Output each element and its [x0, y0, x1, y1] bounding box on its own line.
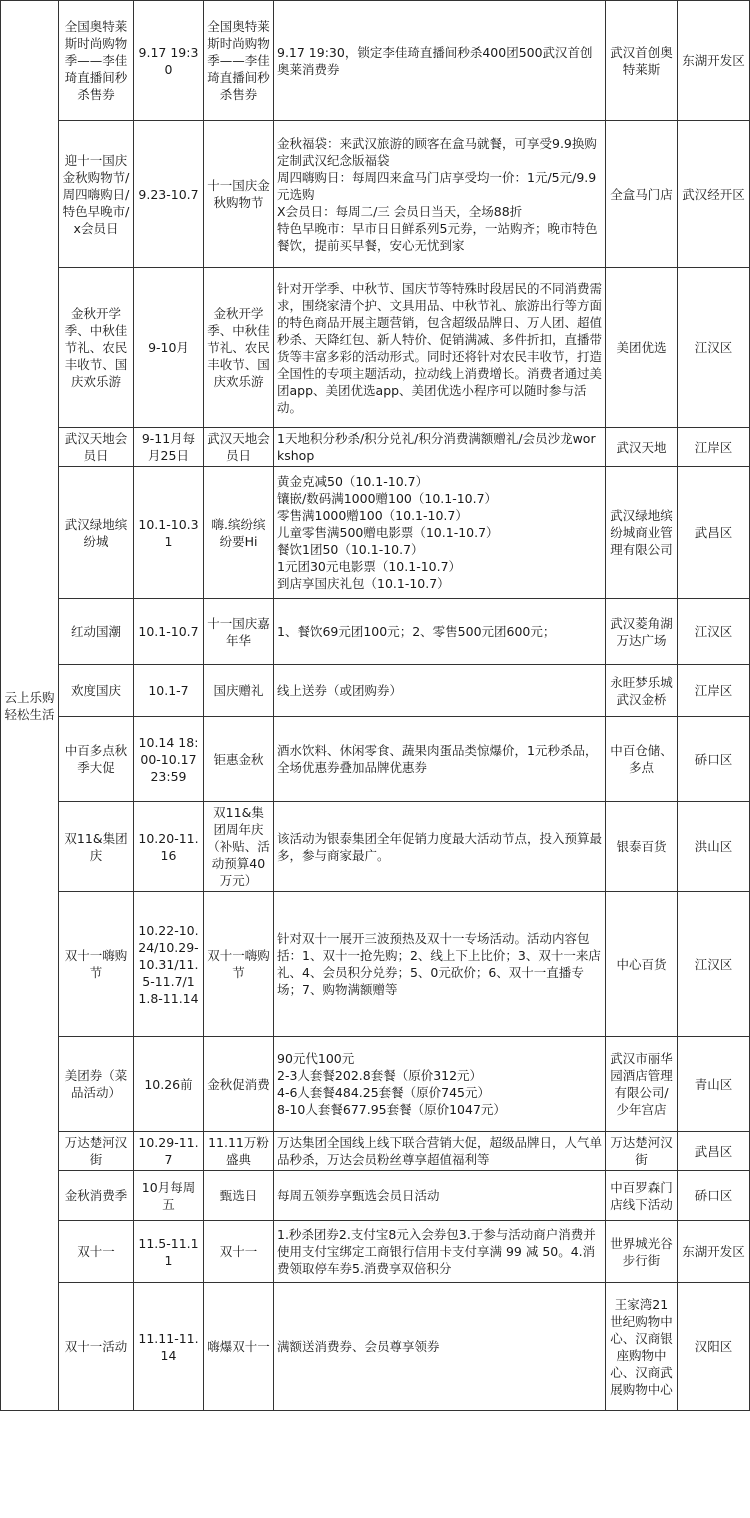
activity-time-cell: 11.11-11.14 — [134, 1283, 204, 1411]
activity-name-cell: 欢度国庆 — [59, 665, 134, 717]
activity-theme-cell: 钜惠金秋 — [204, 717, 274, 802]
organizer-cell: 全盒马门店 — [606, 121, 678, 268]
table-row — [1, 467, 750, 599]
activity-time-cell: 10.22-10.24/10.29-10.31/11.5-11.7/11.8-11.14 — [134, 892, 204, 1037]
table-row — [1, 1, 750, 121]
activity-content-cell: 酒水饮料、休闲零食、蔬果肉蛋品类惊爆价，1元秒杀品，全场优惠券叠加品牌优惠券 — [274, 717, 606, 802]
activity-theme-cell: 甄选日 — [204, 1171, 274, 1221]
activity-name-cell: 武汉天地会员日 — [59, 428, 134, 467]
activity-content-cell: 万达集团全国线上线下联合营销大促，超级品牌日，人气单品秒杀，万达会员粉丝尊享超值福利等 — [274, 1132, 606, 1171]
activity-content-cell: 9.17 19:30，锁定李佳琦直播间秒杀400团500武汉首创奥莱消费券 — [274, 1, 606, 121]
activity-name-cell: 迎十一国庆金秋购物节/周四嗨购日/特色早晚市/x会员日 — [59, 121, 134, 268]
activity-time-cell: 11.5-11.11 — [134, 1221, 204, 1283]
district-cell: 洪山区 — [678, 802, 750, 892]
activity-time-cell: 10.20-11.16 — [134, 802, 204, 892]
organizer-cell: 武汉市丽华园酒店管理有限公司/少年宫店 — [606, 1037, 678, 1132]
activity-name-cell: 双11&集团庆 — [59, 802, 134, 892]
activity-theme-cell: 金秋开学季、中秋佳节礼、农民丰收节、国庆欢乐游 — [204, 268, 274, 428]
table-row — [1, 1037, 750, 1132]
activity-theme-cell: 嗨.缤纷缤纷要Hi — [204, 467, 274, 599]
table-row — [1, 717, 750, 802]
activity-content-cell: 针对开学季、中秋节、国庆节等特殊时段居民的不同消费需求，围绕家清个护、文具用品、中秋节礼、旅游出行等方面的特色商品开展主题营销，包含超级品牌日、万人团、超值秒杀、天降红包、新人特价、促销满减、多件折扣，直播带货等丰富多彩的活动形式。同时还将针对农民丰收节，打造全国性的专项主题活动，拉动线上消费增长。消费者通过美团app、美团优选app、美团优选小程序可以随时参与活动。 — [274, 268, 606, 428]
activity-time-cell: 10.14 18:00-10.17 23:59 — [134, 717, 204, 802]
organizer-cell: 美团优选 — [606, 268, 678, 428]
activity-theme-cell: 双十一 — [204, 1221, 274, 1283]
table-row — [1, 268, 750, 428]
district-cell: 东湖开发区 — [678, 1221, 750, 1283]
activity-name-cell: 红动国潮 — [59, 599, 134, 665]
activity-name-cell: 金秋开学季、中秋佳节礼、农民丰收节、国庆欢乐游 — [59, 268, 134, 428]
table-row — [1, 665, 750, 717]
organizer-cell: 中百罗森门店线下活动 — [606, 1171, 678, 1221]
table-row — [1, 599, 750, 665]
district-cell: 江岸区 — [678, 665, 750, 717]
activity-content-cell: 满额送消费券、会员尊享领券 — [274, 1283, 606, 1411]
activity-name-cell: 双十一活动 — [59, 1283, 134, 1411]
activity-theme-cell: 11.11万粉盛典 — [204, 1132, 274, 1171]
activity-content-cell: 线上送券（或团购券） — [274, 665, 606, 717]
district-cell: 武汉经开区 — [678, 121, 750, 268]
activity-content-cell: 1、餐饮69元团100元；2、零售500元团600元； — [274, 599, 606, 665]
table-row — [1, 121, 750, 268]
activity-content-cell: 针对双十一展开三波预热及双十一专场活动。活动内容包括：1、双十一抢先购；2、线上下上比价；3、双十一来店礼、4、会员积分兑券；5、0元砍价；6、双十一直播专场；7、购物满额赠等 — [274, 892, 606, 1037]
organizer-cell: 王家湾21世纪购物中心、汉商银座购物中心、汉商武展购物中心 — [606, 1283, 678, 1411]
activity-name-cell: 全国奥特莱斯时尚购物季——李佳琦直播间秒杀售券 — [59, 1, 134, 121]
activity-theme-cell: 武汉天地会员日 — [204, 428, 274, 467]
activity-time-cell: 9.23-10.7 — [134, 121, 204, 268]
organizer-cell: 银泰百货 — [606, 802, 678, 892]
district-cell: 武昌区 — [678, 1132, 750, 1171]
activity-theme-cell: 十一国庆嘉年华 — [204, 599, 274, 665]
activity-content-cell: 该活动为银泰集团全年促销力度最大活动节点，投入预算最多，参与商家最广。 — [274, 802, 606, 892]
activity-time-cell: 10月每周五 — [134, 1171, 204, 1221]
table-row — [1, 1171, 750, 1221]
activity-time-cell: 10.1-10.7 — [134, 599, 204, 665]
activity-time-cell: 10.29-11.7 — [134, 1132, 204, 1171]
activity-theme-cell: 十一国庆金秋购物节 — [204, 121, 274, 268]
district-cell: 青山区 — [678, 1037, 750, 1132]
activity-content-cell: 每周五领券享甄选会员日活动 — [274, 1171, 606, 1221]
activity-theme-cell: 双十一嗨购节 — [204, 892, 274, 1037]
district-cell: 江岸区 — [678, 428, 750, 467]
activity-name-cell: 双十一嗨购节 — [59, 892, 134, 1037]
activity-name-cell: 金秋消费季 — [59, 1171, 134, 1221]
activity-time-cell: 9.17 19:30 — [134, 1, 204, 121]
activity-content-cell: 金秋福袋：来武汉旅游的顾客在盒马就餐，可享受9.9换购定制武汉纪念版福袋 周四嗨购日：每周四来盒马门店享受均一价：1元/5元/9.9元选购 X会员日：每周二/三 会员日当天，全场88折 特色早晚市：早市日日鲜系列5元券，一站购齐；晚市特色餐饮，提前买早餐，安心无忧到家 — [274, 121, 606, 268]
table-row — [1, 1283, 750, 1411]
activity-name-cell: 美团券（菜品活动） — [59, 1037, 134, 1132]
organizer-cell: 世界城光谷步行街 — [606, 1221, 678, 1283]
activity-name-cell: 万达楚河汉街 — [59, 1132, 134, 1171]
organizer-cell: 武汉天地 — [606, 428, 678, 467]
activity-theme-cell: 全国奥特莱斯时尚购物季——李佳琦直播间秒杀售券 — [204, 1, 274, 121]
activity-name-cell: 中百多点秋季大促 — [59, 717, 134, 802]
activity-content-cell: 90元代100元 2-3人套餐202.8套餐（原价312元） 4-6人套餐484.25套餐（原价745元） 8-10人套餐677.95套餐（原价1047元） — [274, 1037, 606, 1132]
organizer-cell: 中百仓储、多点 — [606, 717, 678, 802]
organizer-cell: 武汉首创奥特莱斯 — [606, 1, 678, 121]
activity-content-cell: 黄金克减50（10.1-10.7） 镶嵌/数码满1000赠100（10.1-10.7） 零售满1000赠100（10.1-10.7） 儿童零售满500赠电影票（10.1-10.7） 餐饮1团50（10.1-10.7） 1元团30元电影票（10.1-10.7） 到店享国庆礼包（10.1-10.7） — [274, 467, 606, 599]
activity-time-cell: 9-11月每月25日 — [134, 428, 204, 467]
district-cell: 硚口区 — [678, 717, 750, 802]
activity-name-cell: 武汉绿地缤纷城 — [59, 467, 134, 599]
district-cell: 江汉区 — [678, 599, 750, 665]
district-cell: 武昌区 — [678, 467, 750, 599]
activity-theme-cell: 金秋促消费 — [204, 1037, 274, 1132]
table-row — [1, 892, 750, 1037]
activity-theme-cell: 嗨爆双十一 — [204, 1283, 274, 1411]
district-cell: 汉阳区 — [678, 1283, 750, 1411]
activity-content-cell: 1天地积分秒杀/积分兑礼/积分消费满额赠礼/会员沙龙workshop — [274, 428, 606, 467]
district-cell: 江汉区 — [678, 268, 750, 428]
district-cell: 硚口区 — [678, 1171, 750, 1221]
table-row — [1, 1221, 750, 1283]
organizer-cell: 武汉菱角湖万达广场 — [606, 599, 678, 665]
district-cell: 江汉区 — [678, 892, 750, 1037]
activity-time-cell: 10.1-7 — [134, 665, 204, 717]
activity-name-cell: 双十一 — [59, 1221, 134, 1283]
activity-time-cell: 9-10月 — [134, 268, 204, 428]
organizer-cell: 武汉绿地缤纷城商业管理有限公司 — [606, 467, 678, 599]
activity-theme-cell: 国庆赠礼 — [204, 665, 274, 717]
table-row — [1, 428, 750, 467]
table-row — [1, 1132, 750, 1171]
category-cell: 云上乐购轻松生活 — [1, 1, 59, 1411]
organizer-cell: 永旺梦乐城武汉金桥 — [606, 665, 678, 717]
organizer-cell: 万达楚河汉街 — [606, 1132, 678, 1171]
organizer-cell: 中心百货 — [606, 892, 678, 1037]
activity-time-cell: 10.26前 — [134, 1037, 204, 1132]
table-row — [1, 802, 750, 892]
district-cell: 东湖开发区 — [678, 1, 750, 121]
activity-time-cell: 10.1-10.31 — [134, 467, 204, 599]
activity-theme-cell: 双11&集团周年庆（补贴、活动预算40万元） — [204, 802, 274, 892]
activity-content-cell: 1.秒杀团券2.支付宝8元入会券包3.于参与活动商户消费并使用支付宝绑定工商银行信用卡支付享满 99 减 50。4.消费领取停车券5.消费享双倍积分 — [274, 1221, 606, 1283]
